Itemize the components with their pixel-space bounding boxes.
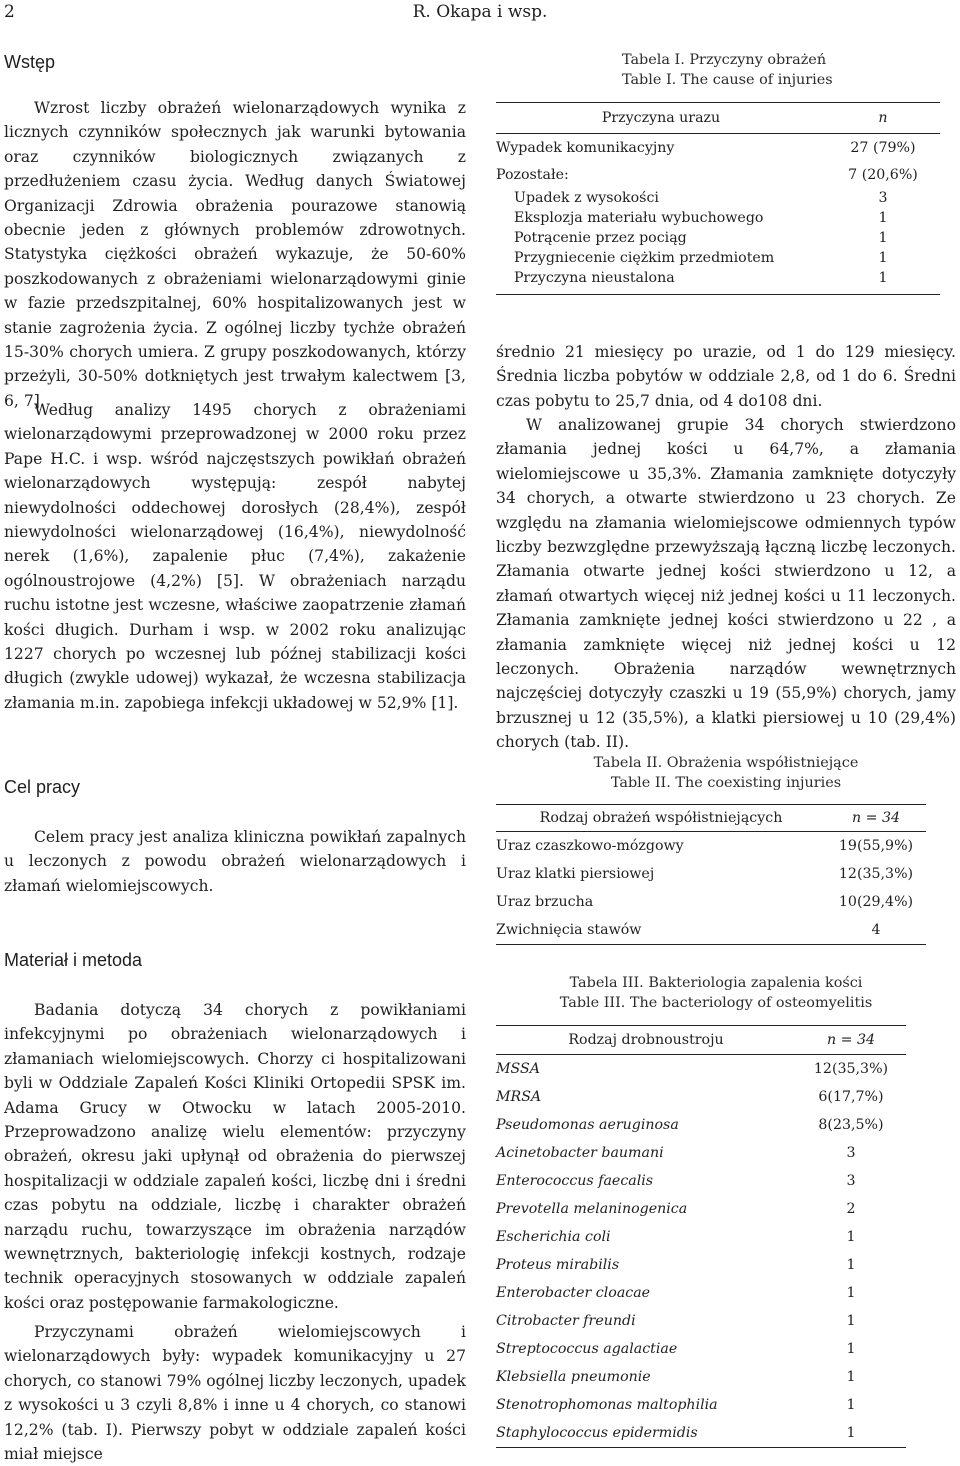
table1-col-n: n: [826, 103, 940, 134]
table3-caption: Tabela III. Bakteriologia zapalenia kości Table III. The bacteriology of osteomyelitis: [559, 975, 873, 1011]
table-row: Acinetobacter baumani 3: [496, 1145, 856, 1161]
table-row: Uraz brzucha 10(29,4%): [496, 894, 914, 910]
table1: [496, 102, 940, 295]
table-row: Enterococcus faecalis 3: [496, 1173, 856, 1189]
table-row: Uraz klatki piersiowej 12(35,3%): [496, 866, 914, 882]
table-row: Potrącenie przez pociąg 1: [514, 230, 888, 246]
paragraph-wstep-1: Wzrost liczby obrażeń wielonarządowych wynika z licznych czynników społecznych jak warunki bytowania oraz czynników biologicznych związanych z przedłużeniem czasu życia. Według danych Światowej Organizacji Zdrowia obrażenia pourazowe stanowią obecnie jeden z głównych problemów zdrowotnych. Statystyka ciężkości obrażeń wykazuje, że 50-60% poszkodowanych z obrażeniami wielonarządowymi ginie w fazie przedszpitalnej, 60% hospitalizowanych jest w stanie zagrożenia życia. Z ogólnej liczby tychże obrażeń 15-30% chorych umiera. Z grupy poszkodowanych, którzy przeżyli, 30-50% dotkniętych jest trwałym kalectwem [3, 6, 7].: [4, 99, 466, 410]
section-heading-wstep: Wstęp: [4, 52, 56, 72]
table-row: MSSA 12(35,3%): [496, 1061, 889, 1077]
table2: [496, 804, 926, 945]
section-heading-cel: Cel pracy: [4, 777, 81, 797]
table-row: Pseudomonas aeruginosa 8(23,5%): [496, 1117, 884, 1133]
table2-header-row: [496, 805, 926, 832]
table-row: Uraz czaszkowo-mózgowy 19(55,9%): [496, 838, 914, 854]
paragraph-material-2: Przyczynami obrażeń wielomiejscowych i wielonarządowych były: wypadek komunikacyjny u 27 chorych, co stanowi 79% ogólnej liczby leczonych, upadek z wysokości u 3 czyli 8,8% i inne u 4 chorych, co stanowi 12,2% (tab. I). Pierwszy pobyt w oddziale zapaleń kości miał miejsce: [4, 1323, 466, 1464]
table-row: Staphylococcus epidermidis 1: [496, 1419, 906, 1448]
table-row: Escherichia coli 1: [496, 1229, 856, 1245]
table3-header-row: [496, 1026, 906, 1055]
table1-caption: Tabela I. Przyczyny obrażeń Table I. The cause of injuries: [622, 52, 833, 88]
table3-col-type: Rodzaj drobnoustroju: [496, 1026, 796, 1055]
section-heading-material: Materiał i metoda: [4, 950, 143, 970]
table1-col-cause: Przyczyna urazu: [496, 103, 826, 134]
table2-col-type: Rodzaj obrażeń współistniejących: [496, 805, 826, 832]
table-row: Przyczyna nieustalona 1: [496, 268, 940, 295]
running-title: R. Okapa i wsp.: [412, 2, 548, 22]
table-row: Eksplozja materiału wybuchowego 1: [514, 210, 888, 226]
paragraph-wstep-2: Według analizy 1495 chorych z obrażeniami wielonarządowymi przeprowadzonej w 2000 roku przez Pape H.C. i wsp. wśród najczęstszych powikłań obrażeń wielonarządowych występują: zespół nabytej niewydolności oddechowej dorosłych (28,4%), zespół niewydolności wielonarządowej (16,4%), niewydolność nerek (1,6%), zapalenie płuc (7,4%), zakażenie ogólnoustrojowe (4,2%) [5]. W obrażeniach narządu ruchu istotne jest wczesne, właściwe zaopatrzenie złamań kości długich. Durham i wsp. w 2002 roku analizując 1227 chorych po wczesnej lub późnej stabilizacji kości długich (zwykle udowej) wykazał, że wczesna stabilizacja złamania m.in. zapobiega infekcji układowej w 52,9% [1].: [4, 401, 466, 712]
table-row: Wypadek komunikacyjny 27 (79%): [496, 139, 916, 156]
table1-header-row: [496, 103, 940, 134]
table3: [496, 1025, 906, 1448]
table-row: Pozostałe: 7 (20,6%): [496, 166, 918, 183]
table-row: Enterobacter cloacae 1: [496, 1285, 856, 1301]
table-row: Citrobacter freundi 1: [496, 1313, 856, 1329]
paragraph-material-1: Badania dotyczą 34 chorych z powikłaniami infekcyjnymi po obrażeniach wielonarządowych i złamaniach wielomiejscowych. Chorzy ci hospitalizowani byli w Oddziale Zapaleń Kości Kliniki Ortopedii SPSK im. Adama Grucy w Otwocku w latach 2005-2010. Przeprowadzono analizę wielu elementów: przyczyny obrażeń, okresu jaki upłynął od obrażenia do pierwszej hospitalizacji w oddziale zapaleń kości, liczbę dni i średni czas pobytu na oddziale, liczbę i charakter obrażeń narządu ruchu, towarzyszące im obrażenia narządów wewnętrznych, bakteriologię infekcji kostnych, rodzaje technik operacyjnych stosowanych w oddziale zapaleń kości oraz postępowanie farmakologiczne.: [4, 1001, 466, 1312]
table-row: Prevotella melaninogenica 2: [496, 1201, 856, 1217]
table-row: Proteus mirabilis 1: [496, 1257, 856, 1273]
table2-col-n: n = 34: [826, 805, 926, 832]
paragraph-cel-1: Celem pracy jest analiza kliniczna powikłań zapalnych u leczonych z powodu obrażeń wielonarządowych i złamań wielomiejscowych.: [4, 828, 466, 895]
page-header: [4, 2, 956, 26]
table-row: Upadek z wysokości 3: [514, 190, 888, 206]
paragraph-right-2: W analizowanej grupie 34 chorych stwierdzono złamania jednej kości u 64,7%, a złamania wielomiejscowe u 35,3%. Złamania zamknięte dotyczyły 34 chorych, a otwarte stwierdzono u 23 chorych. Ze względu na złamania wielomiejscowe odmiennych typów liczby bezwzględne przewyższają łączną liczbę leczonych. Złamania otwarte jednej kości stwierdzono u 12, a złamań otwartych więcej niż jednej kości u 11 leczonych. Złamania zamknięte jednej kości stwierdzono u 22 , a złamania zamknięte więcej niż jednej kości u 12 leczonych. Obrażenia narządów wewnętrznych najczęściej dotyczyły czaszki u 19 (55,9%) chorych, jamy brzusznej u 12 (35,5%), a klatki piersiowej u 10 (29,4%) chorych (tab. II).: [496, 416, 956, 752]
table3-col-n: n = 34: [796, 1026, 906, 1055]
table-row: Klebsiella pneumonie 1: [496, 1369, 856, 1385]
table-row: Zwichnięcia stawów 4: [496, 916, 926, 945]
table2-caption: Tabela II. Obrażenia współistniejące Table II. The coexisting injuries: [593, 755, 859, 791]
paragraph-right-1: średnio 21 miesięcy po urazie, od 1 do 129 miesięcy. Średnia liczba pobytów w oddziale 2,8, od 1 do 6. Średni czas pobytu to 25,7 dnia, od 4 do108 dni.: [496, 343, 956, 410]
table-row: Stenotrophomonas maltophilia 1: [496, 1397, 856, 1413]
table-row: Streptococcus agalactiae 1: [496, 1341, 856, 1357]
table-row: Przygniecenie ciężkim przedmiotem 1: [514, 250, 888, 266]
table-row: MRSA 6(17,7%): [496, 1089, 884, 1105]
page-number: 2: [4, 2, 15, 22]
